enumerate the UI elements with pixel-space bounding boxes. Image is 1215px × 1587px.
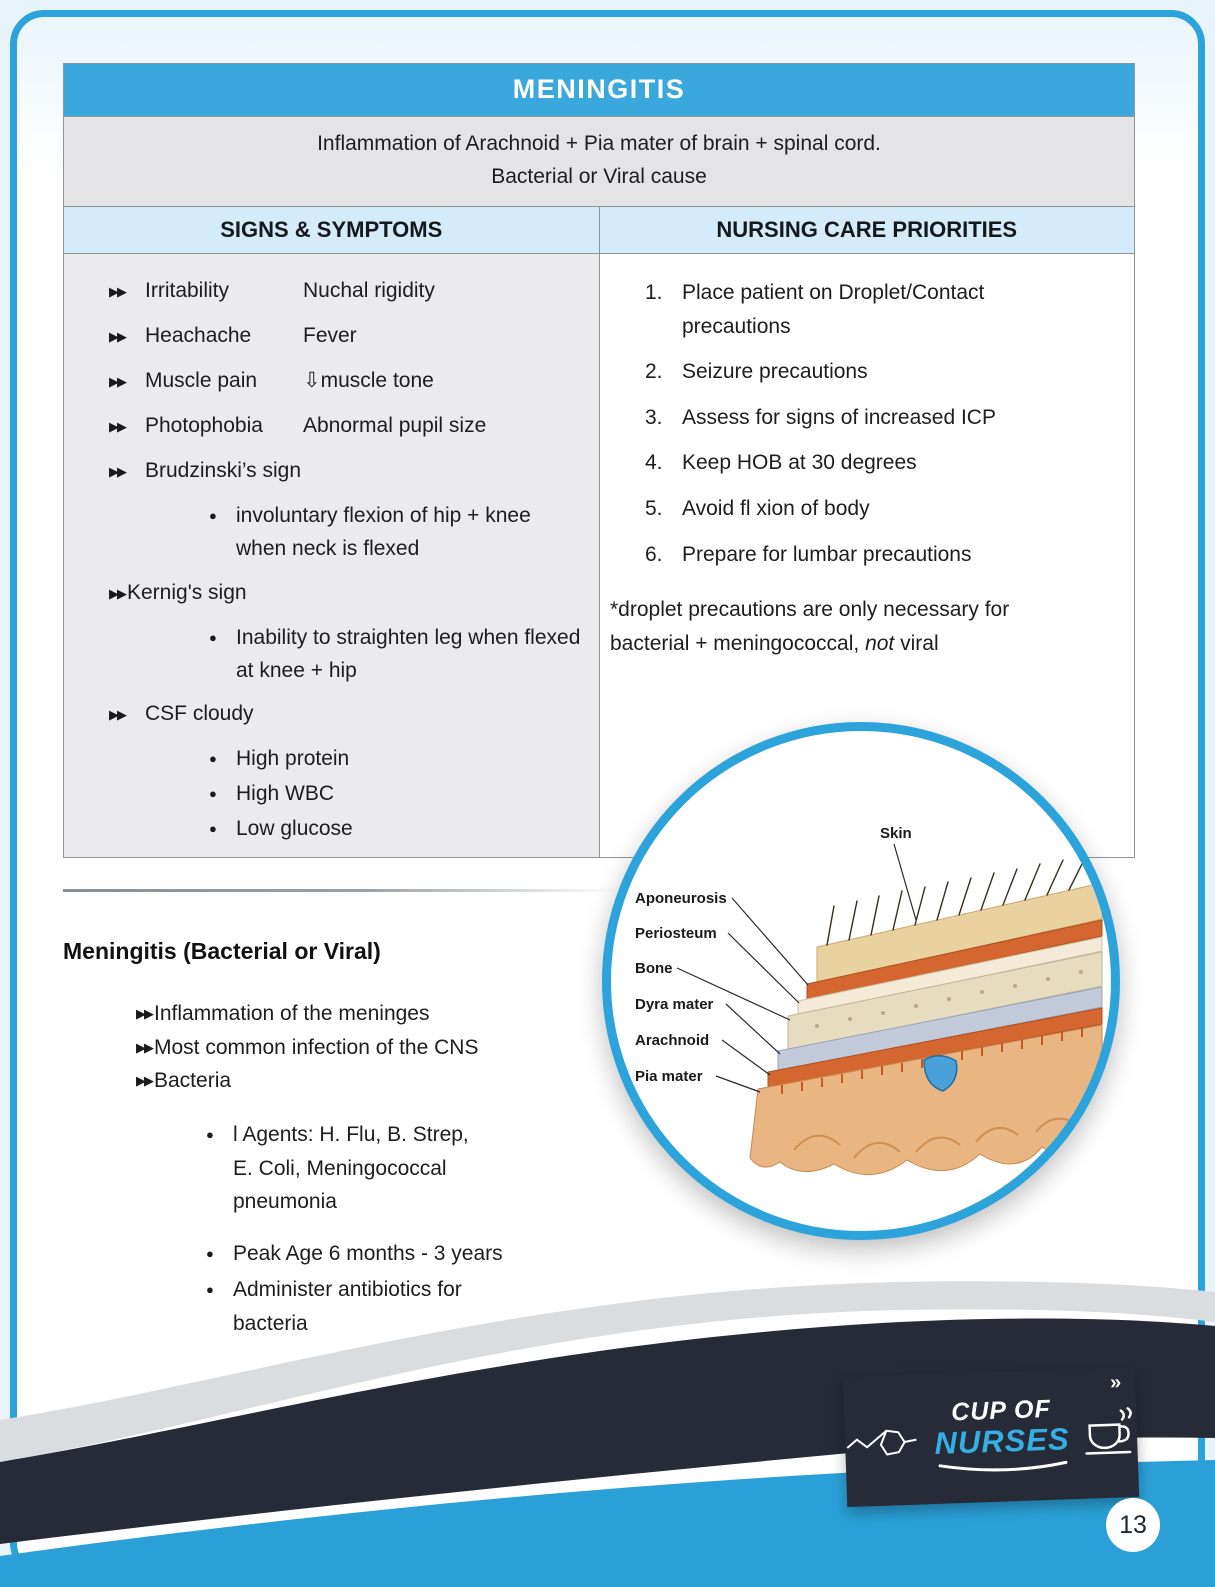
nursing-item <box>600 355 1134 389</box>
coffee-cup-icon <box>1081 1406 1138 1460</box>
kernig-sub-bullet <box>209 621 599 687</box>
meninges-diagram-svg <box>611 731 1120 1240</box>
symptom-right: ⇩muscle tone <box>303 369 434 393</box>
logo-line-1: CUP OF <box>950 1395 1052 1427</box>
section-bullet-list <box>136 997 478 1098</box>
item-number: 1. <box>645 281 663 305</box>
label-arachnoid: Arachnoid <box>635 1032 710 1049</box>
item-text: Place patient on Droplet/Contact precautions <box>682 281 985 338</box>
bullet-dot-icon: ● <box>206 1127 214 1142</box>
double-arrow-icon: ▶▶ <box>109 464 125 480</box>
nursing-item <box>600 276 1134 343</box>
label-pia-mater: Pia mater <box>635 1068 703 1085</box>
layer-stack <box>750 856 1102 1175</box>
logo-line-2: NURSES <box>933 1421 1071 1462</box>
bullet-dot-icon: ● <box>209 750 217 766</box>
bullet-dot-icon: ● <box>209 508 217 524</box>
bullet-dot-icon: ● <box>206 1282 214 1298</box>
double-arrow-icon: ▶▶ <box>136 1073 152 1089</box>
csf-sub-bullet <box>209 742 599 775</box>
section-sub-text: Administer antibiotics for bacteria <box>233 1278 462 1335</box>
section-title: Meningitis (Bacterial or Viral) <box>63 938 381 964</box>
logo-text <box>933 1395 1071 1479</box>
table-subtitle <box>64 116 1134 206</box>
label-skin: Skin <box>880 825 912 842</box>
nursing-item <box>600 446 1134 480</box>
csf-row <box>64 697 599 731</box>
section-sub-text: l Agents: H. Flu, B. Strep, E. Coli, Meningococcal pneumonia <box>233 1123 469 1214</box>
section-bullet <box>136 1031 478 1065</box>
nursing-item <box>600 492 1134 526</box>
csf-sub-bullet <box>209 812 599 845</box>
double-arrow-icon: ▶▶ <box>109 706 125 722</box>
label-aponeurosis: Aponeurosis <box>635 890 727 907</box>
note-text: *droplet precautions are only necessary for bacterial + meningococcal, <box>610 598 1010 655</box>
section-divider <box>63 889 619 892</box>
item-text: Prepare for lumbar precautions <box>682 542 972 566</box>
meningitis-table <box>63 63 1135 858</box>
csf-sub-text: High WBC <box>236 782 335 806</box>
symptom-left: Muscle pain <box>145 369 258 393</box>
csf-label: CSF cloudy <box>145 701 254 725</box>
signs-symptoms-cell <box>64 254 599 857</box>
section-bullet <box>136 997 478 1031</box>
kernig-row <box>64 576 599 610</box>
meninges-illustration <box>602 722 1120 1240</box>
double-arrow-icon: ▶▶ <box>109 374 125 390</box>
kernig-label: Kernig's sign <box>127 580 247 604</box>
symptom-row <box>64 274 599 308</box>
brudzinski-row <box>64 454 599 488</box>
item-number: 5. <box>645 497 663 521</box>
csf-sub-text: High protein <box>236 746 350 770</box>
section-bullet-text: Most common infection of the CNS <box>154 1035 479 1059</box>
symptom-right: Abnormal pupil size <box>303 414 487 438</box>
symptom-left: Photophobia <box>145 414 263 438</box>
bullet-dot-icon: ● <box>209 786 217 802</box>
symptom-row <box>64 319 599 353</box>
section-sub-text: Peak Age 6 months - 3 years <box>233 1241 503 1265</box>
item-number: 2. <box>645 360 663 384</box>
bullet-dot-icon: ● <box>209 821 217 837</box>
double-arrow-icon: ▶▶ <box>109 329 125 345</box>
label-periosteum: Periosteum <box>635 925 717 942</box>
droplet-precautions-note <box>600 583 1134 660</box>
table-header-row <box>64 206 1134 254</box>
double-arrow-icon: ▶▶ <box>136 1006 152 1021</box>
steam-marks-icon: » <box>1109 1371 1120 1394</box>
section-bullet-text: Inflammation of the meninges <box>154 1002 430 1025</box>
page-number-badge <box>1106 1498 1160 1552</box>
item-text: Seizure precautions <box>682 360 868 384</box>
kernig-sub-text: Inability to straighten leg when flexed at knee + hip <box>236 625 581 682</box>
section-bullet-text: Bacteria <box>154 1069 232 1093</box>
double-arrow-icon: ▶▶ <box>109 419 125 435</box>
double-arrow-icon: ▶▶ <box>109 284 125 300</box>
cup-of-nurses-logo <box>843 1367 1139 1507</box>
csf-sub-text: Low glucose <box>236 817 353 841</box>
item-text: Avoid fl xion of body <box>682 497 870 521</box>
brudzinski-label: Brudzinski’s sign <box>145 459 302 483</box>
csf-sub-bullet <box>209 777 599 810</box>
note-italic: not <box>865 631 895 655</box>
double-arrow-icon: ▶▶ <box>136 1039 152 1055</box>
double-arrow-icon: ▶▶ <box>109 585 125 601</box>
brudzinski-sub-bullet <box>209 499 599 565</box>
section-sub-bullet <box>206 1118 533 1219</box>
symptom-row <box>64 409 599 443</box>
nursing-item <box>600 538 1134 572</box>
molecule-icon <box>844 1419 923 1462</box>
symptom-right: Fever <box>303 324 357 348</box>
symptom-left: Irritability <box>145 279 230 303</box>
bullet-dot-icon: ● <box>209 629 217 645</box>
item-number: 4. <box>645 451 663 475</box>
item-text: Keep HOB at 30 degrees <box>682 451 917 475</box>
note-text-end: viral <box>894 631 939 655</box>
item-number: 3. <box>645 405 663 429</box>
bullet-dot-icon: ● <box>206 1245 214 1261</box>
page-number: 13 <box>1119 1510 1147 1539</box>
item-number: 6. <box>645 542 663 566</box>
nursing-item <box>600 401 1134 435</box>
signs-symptoms-header: SIGNS & SYMPTOMS <box>220 217 443 243</box>
symptom-right: Nuchal rigidity <box>303 279 435 303</box>
subtitle-line-2: Bacterial or Viral cause <box>491 164 707 188</box>
subtitle-line-1: Inflammation of Arachnoid + Pia mater of brain + spinal cord. <box>317 132 881 155</box>
item-text: Assess for signs of increased ICP <box>682 405 996 429</box>
logo-underline-swoosh <box>938 1459 1068 1474</box>
symptom-left: Heachache <box>145 324 252 348</box>
brudzinski-sub-text: involuntary flexion of hip + knee when neck is flexed <box>236 504 531 561</box>
label-bone: Bone <box>635 960 673 977</box>
nursing-care-header: NURSING CARE PRIORITIES <box>599 207 1135 253</box>
table-title: MENINGITIS <box>64 64 1134 116</box>
symptom-row <box>64 364 599 398</box>
label-dura-mater: Dyra mater <box>635 996 714 1013</box>
section-bullet <box>136 1064 478 1098</box>
